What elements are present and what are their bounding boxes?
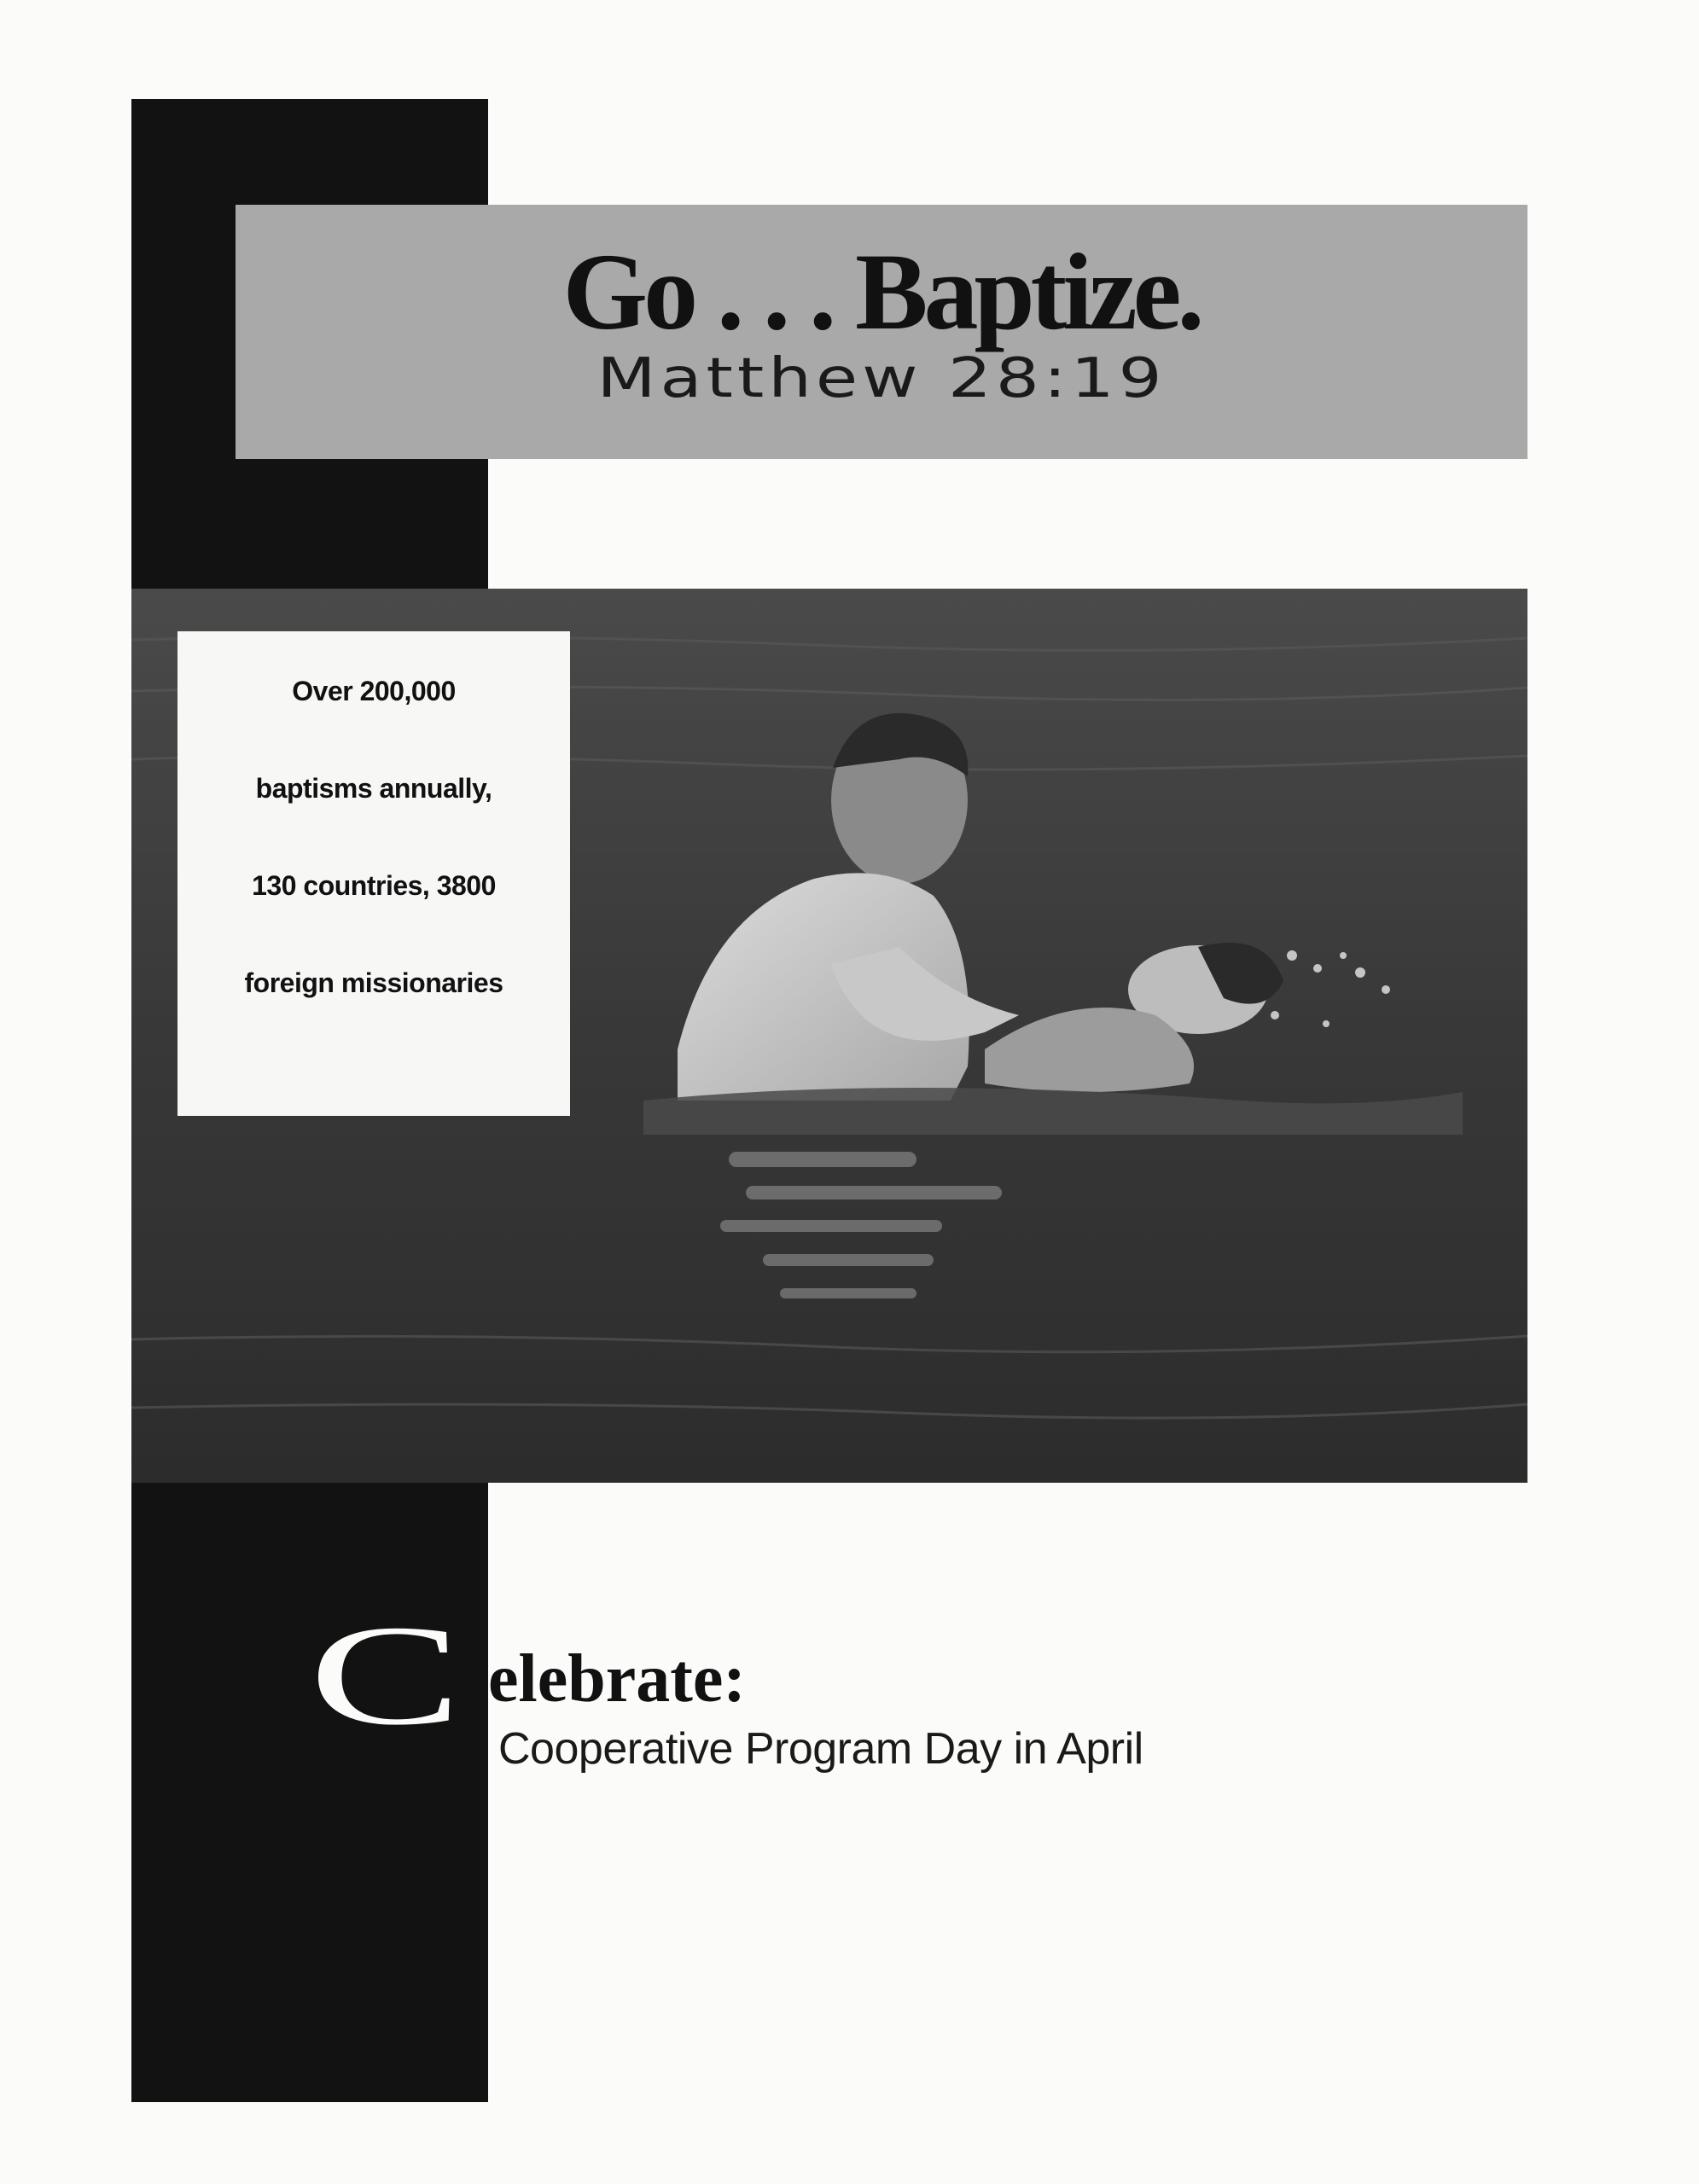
headline: Go . . . Baptize. — [562, 231, 1201, 352]
stats-line: 130 countries, 3800 — [252, 870, 496, 901]
stats-line: Over 200,000 — [292, 676, 456, 706]
black-bar-bottom — [131, 1483, 488, 2102]
celebrate-initial: C — [309, 1596, 457, 1755]
celebrate-word: elebrate: — [488, 1641, 747, 1716]
verse-reference: Matthew 28:19 — [596, 347, 1167, 410]
program-day-subtitle: Cooperative Program Day in April — [498, 1724, 1143, 1774]
title-panel — [236, 205, 1527, 459]
stats-card — [177, 631, 570, 1116]
stats-line: baptisms annually, — [255, 773, 492, 804]
stats-line: foreign missionaries — [244, 967, 503, 998]
